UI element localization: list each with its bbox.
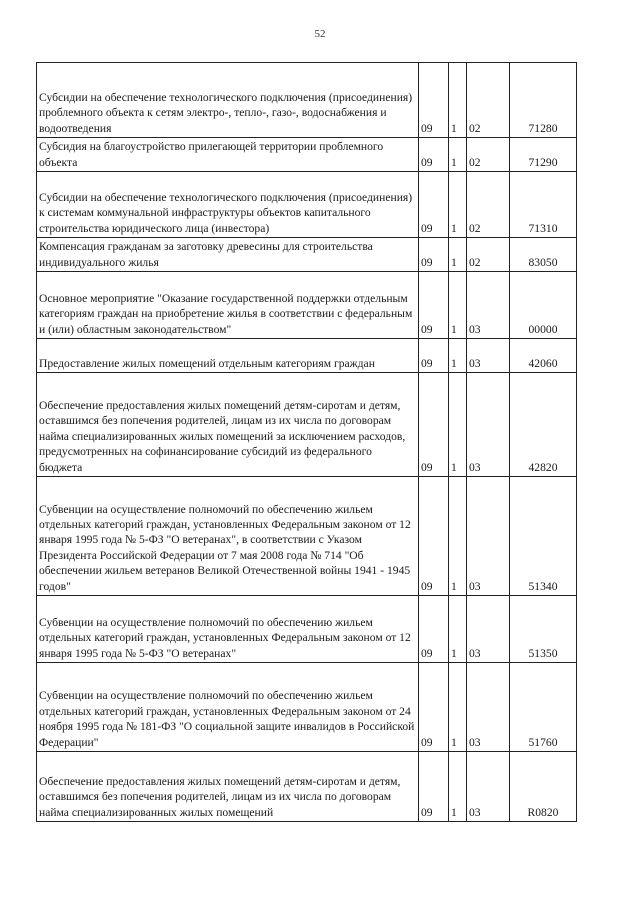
row-activity-code: 03 [467,596,510,663]
row-activity-code: 03 [467,663,510,752]
row-name: Обеспечение предоставления жилых помещений детям-сиротам и детям, оставшимся без попечения родителей, лицам из их числа по договорам найма специализированных жилых помещений [37,752,419,822]
table-row [37,663,577,752]
table-row [37,172,577,238]
row-direction-code: 83050 [510,238,577,272]
row-subprogram-code: 1 [449,272,467,339]
row-activity-code: 03 [467,373,510,477]
row-name: Компенсация гражданам за заготовку древесины для строительства индивидуального жилья [37,238,419,272]
row-program-code: 09 [419,663,449,752]
row-name: Основное мероприятие "Оказание государственной поддержки отдельным категориям граждан на приобретение жилья в соответствии с федеральным и (или) областным законодательством" [37,272,419,339]
row-activity-code: 02 [467,172,510,238]
row-program-code: 09 [419,238,449,272]
row-activity-code: 03 [467,752,510,822]
table-row [37,752,577,822]
row-program-code: 09 [419,272,449,339]
row-subprogram-code: 1 [449,596,467,663]
row-subprogram-code: 1 [449,477,467,596]
row-subprogram-code: 1 [449,663,467,752]
row-direction-code: 71310 [510,172,577,238]
table-row [37,339,577,373]
row-name: Обеспечение предоставления жилых помещений детям-сиротам и детям, оставшимся без попечения родителей, лицам из их числа по договорам найма специализированных жилых помещений за исключением расходов, предусмотренных на софинансирование субсидий из федерального бюджета [37,373,419,477]
row-program-code: 09 [419,172,449,238]
row-direction-code: 51340 [510,477,577,596]
row-program-code: 09 [419,596,449,663]
row-program-code: 09 [419,752,449,822]
row-direction-code: 51350 [510,596,577,663]
row-name: Субсидии на обеспечение технологического подключения (присоединения) проблемного объекта к сетям электро-, тепло-, газо-, водоснабжения и водоотведения [37,63,419,138]
row-subprogram-code: 1 [449,63,467,138]
page-number: 52 [314,28,326,40]
row-direction-code: 71290 [510,138,577,172]
table-row [37,138,577,172]
table-row [37,373,577,477]
row-name: Предоставление жилых помещений отдельным категориям граждан [37,339,419,373]
budget-classification-table [36,62,577,822]
row-name: Субсидия на благоустройство прилегающей территории проблемного объекта [37,138,419,172]
row-name: Субвенции на осуществление полномочий по обеспечению жильем отдельных категорий граждан, установленных Федеральным законом от 12 января 1995 года № 5-ФЗ "О ветеранах", в соответствии с Указом Президента Российской Федерации от 7 мая 2008 года № 714 "Об обеспечении жильем ветеранов Великой Отечественной войны 1941 - 1945 годов" [37,477,419,596]
row-subprogram-code: 1 [449,373,467,477]
table-row [37,272,577,339]
table-row [37,238,577,272]
row-subprogram-code: 1 [449,752,467,822]
row-activity-code: 03 [467,477,510,596]
row-subprogram-code: 1 [449,339,467,373]
row-subprogram-code: 1 [449,138,467,172]
row-direction-code: R0820 [510,752,577,822]
row-program-code: 09 [419,138,449,172]
table-row [37,63,577,138]
row-program-code: 09 [419,339,449,373]
row-program-code: 09 [419,373,449,477]
row-activity-code: 02 [467,63,510,138]
row-direction-code: 00000 [510,272,577,339]
row-activity-code: 03 [467,272,510,339]
row-subprogram-code: 1 [449,238,467,272]
row-program-code: 09 [419,63,449,138]
row-direction-code: 71280 [510,63,577,138]
row-name: Субсидии на обеспечение технологического подключения (присоединения) к системам коммунальной инфраструктуры объектов капитального строительства юридического лица (инвестора) [37,172,419,238]
row-name: Субвенции на осуществление полномочий по обеспечению жильем отдельных категорий граждан, установленных Федеральным законом от 12 января 1995 года № 5-ФЗ "О ветеранах" [37,596,419,663]
row-direction-code: 51760 [510,663,577,752]
table-row [37,477,577,596]
row-activity-code: 03 [467,339,510,373]
row-program-code: 09 [419,477,449,596]
row-subprogram-code: 1 [449,172,467,238]
row-activity-code: 02 [467,238,510,272]
row-direction-code: 42060 [510,339,577,373]
row-activity-code: 02 [467,138,510,172]
row-name: Субвенции на осуществление полномочий по обеспечению жильем отдельных категорий граждан, установленных Федеральным законом от 24 ноября 1995 года № 181-ФЗ "О социальной защите инвалидов в Российской Федерации" [37,663,419,752]
table-row [37,596,577,663]
row-direction-code: 42820 [510,373,577,477]
